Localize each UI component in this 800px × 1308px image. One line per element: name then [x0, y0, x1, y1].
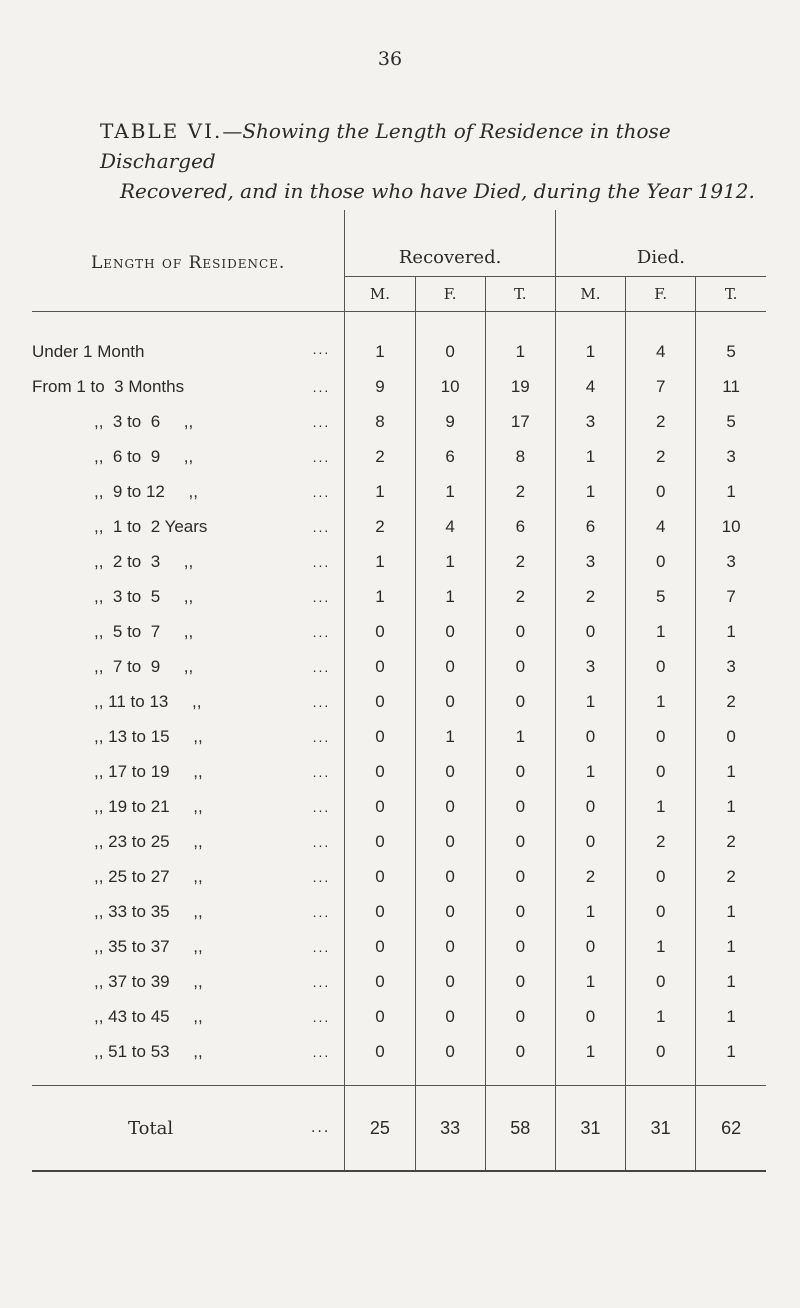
cell-died-females: 1 — [626, 789, 696, 824]
cell-recovered-males: 0 — [345, 859, 415, 894]
cell-died-males: 0 — [555, 789, 625, 824]
leader-dots: ... — [312, 1043, 331, 1060]
cell-died-total: 7 — [696, 579, 766, 614]
row-label: ,, 5 to 7 ,, — [94, 621, 194, 641]
cell-died-females: 1 — [626, 614, 696, 649]
cell-died-females: 2 — [626, 439, 696, 474]
cell-died-total: 1 — [696, 789, 766, 824]
caption-dash: — — [222, 119, 243, 143]
cell-recovered-total: 0 — [485, 684, 555, 719]
row-label: ,, 25 to 27 ,, — [94, 866, 203, 886]
cell-died-total: 1 — [696, 999, 766, 1034]
cell-recovered-males: 2 — [345, 439, 415, 474]
cell-recovered-males: 0 — [345, 894, 415, 929]
cell-died-females: 5 — [626, 579, 696, 614]
row-label-cell — [32, 509, 345, 544]
total-died-total: 62 — [696, 1086, 766, 1172]
leader-dots: ... — [312, 518, 331, 535]
cell-recovered-males: 0 — [345, 1034, 415, 1069]
row-label: ,, 6 to 9 ,, — [94, 446, 194, 466]
cell-died-females: 4 — [626, 328, 696, 369]
row-label-cell — [32, 684, 345, 719]
cell-recovered-females: 0 — [415, 789, 485, 824]
row-label: ,, 3 to 6 ,, — [94, 411, 194, 431]
cell-recovered-males: 0 — [345, 754, 415, 789]
table-row — [32, 999, 766, 1034]
table-row — [32, 474, 766, 509]
row-label-cell — [32, 579, 345, 614]
cell-died-females: 1 — [626, 929, 696, 964]
cell-died-females: 0 — [626, 894, 696, 929]
cell-recovered-total: 0 — [485, 789, 555, 824]
cell-died-males: 2 — [555, 859, 625, 894]
row-label: ,, 33 to 35 ,, — [94, 901, 203, 921]
header-recovered-total: T. — [485, 277, 555, 312]
cell-recovered-females: 1 — [415, 719, 485, 754]
row-label: ,, 7 to 9 ,, — [94, 656, 194, 676]
leader-dots: ... — [312, 868, 331, 885]
cell-recovered-females: 10 — [415, 369, 485, 404]
row-label: ,, 19 to 21 ,, — [94, 796, 203, 816]
header-recovered-males: M. — [345, 277, 415, 312]
cell-recovered-females: 1 — [415, 579, 485, 614]
row-label: ,, 43 to 45 ,, — [94, 1006, 203, 1026]
cell-recovered-males: 0 — [345, 684, 415, 719]
table-row — [32, 509, 766, 544]
total-row — [32, 1086, 766, 1172]
row-label: ,, 51 to 53 ,, — [94, 1041, 203, 1061]
leader-dots: ... — [312, 340, 331, 357]
cell-died-males: 1 — [555, 439, 625, 474]
table-row — [32, 1034, 766, 1069]
cell-died-total: 2 — [696, 824, 766, 859]
row-label: From 1 to 3 Months — [32, 376, 185, 396]
cell-recovered-total: 17 — [485, 404, 555, 439]
leader-dots: ... — [310, 1120, 331, 1136]
header-died-females: F. — [626, 277, 696, 312]
table-body — [32, 312, 766, 1086]
cell-recovered-total: 2 — [485, 544, 555, 579]
cell-recovered-females: 6 — [415, 439, 485, 474]
cell-died-males: 1 — [555, 964, 625, 999]
cell-recovered-females: 0 — [415, 929, 485, 964]
cell-died-females: 0 — [626, 1034, 696, 1069]
cell-recovered-males: 1 — [345, 328, 415, 369]
cell-recovered-females: 0 — [415, 859, 485, 894]
cell-recovered-females: 0 — [415, 1034, 485, 1069]
table-row — [32, 614, 766, 649]
table-label: TABLE VI. — [100, 119, 223, 143]
leader-dots: ... — [312, 798, 331, 815]
leader-dots: ... — [312, 973, 331, 990]
row-label-cell — [32, 719, 345, 754]
row-label: ,, 9 to 12 ,, — [94, 481, 198, 501]
cell-died-males: 1 — [555, 754, 625, 789]
cell-died-females: 0 — [626, 719, 696, 754]
cell-recovered-males: 8 — [345, 404, 415, 439]
cell-died-females: 0 — [626, 649, 696, 684]
row-label-cell — [32, 964, 345, 999]
cell-died-females: 1 — [626, 684, 696, 719]
cell-recovered-females: 1 — [415, 544, 485, 579]
row-label-cell — [32, 328, 345, 369]
cell-recovered-females: 0 — [415, 328, 485, 369]
leader-dots: ... — [312, 728, 331, 745]
total-recovered-males: 25 — [345, 1086, 415, 1172]
cell-died-males: 2 — [555, 579, 625, 614]
table-row — [32, 824, 766, 859]
cell-died-males: 4 — [555, 369, 625, 404]
row-label-cell — [32, 544, 345, 579]
cell-recovered-total: 0 — [485, 614, 555, 649]
header-died-total: T. — [696, 277, 766, 312]
cell-recovered-total: 2 — [485, 579, 555, 614]
row-label: ,, 11 to 13 ,, — [94, 691, 202, 711]
cell-recovered-total: 0 — [485, 649, 555, 684]
cell-died-males: 0 — [555, 824, 625, 859]
table-row — [32, 754, 766, 789]
caption-line-2: Recovered, and in those who have Died, during the Year 1912. — [120, 179, 755, 203]
cell-died-total: 3 — [696, 439, 766, 474]
cell-recovered-males: 1 — [345, 579, 415, 614]
cell-recovered-males: 0 — [345, 929, 415, 964]
cell-recovered-total: 19 — [485, 369, 555, 404]
cell-died-males: 0 — [555, 999, 625, 1034]
page-number: 36 — [377, 48, 403, 70]
row-label-cell — [32, 1034, 345, 1069]
table-row — [32, 579, 766, 614]
cell-recovered-males: 0 — [345, 999, 415, 1034]
total-label-cell — [32, 1086, 345, 1172]
table-row — [32, 369, 766, 404]
row-label: ,, 23 to 25 ,, — [94, 831, 203, 851]
table-row — [32, 929, 766, 964]
cell-recovered-females: 0 — [415, 999, 485, 1034]
cell-died-total: 11 — [696, 369, 766, 404]
leader-dots: ... — [312, 903, 331, 920]
row-label-cell — [32, 649, 345, 684]
cell-recovered-total: 2 — [485, 474, 555, 509]
row-label-cell — [32, 439, 345, 474]
cell-recovered-males: 0 — [345, 719, 415, 754]
cell-recovered-females: 1 — [415, 474, 485, 509]
leader-dots: ... — [312, 413, 331, 430]
row-label-cell — [32, 754, 345, 789]
header-recovered: Recovered. — [345, 210, 556, 277]
cell-died-females: 0 — [626, 544, 696, 579]
leader-dots: ... — [312, 1008, 331, 1025]
cell-died-total: 1 — [696, 474, 766, 509]
row-label: ,, 2 to 3 ,, — [94, 551, 194, 571]
row-label-cell — [32, 614, 345, 649]
table-row — [32, 964, 766, 999]
cell-recovered-total: 0 — [485, 1034, 555, 1069]
cell-died-total: 5 — [696, 404, 766, 439]
cell-died-total: 1 — [696, 964, 766, 999]
cell-died-females: 2 — [626, 824, 696, 859]
cell-died-males: 3 — [555, 649, 625, 684]
total-label: Total — [128, 1117, 174, 1139]
cell-recovered-males: 0 — [345, 789, 415, 824]
cell-recovered-females: 0 — [415, 894, 485, 929]
row-label-cell — [32, 824, 345, 859]
cell-died-total: 1 — [696, 754, 766, 789]
leader-dots: ... — [312, 483, 331, 500]
residence-table — [32, 210, 766, 1172]
cell-recovered-males: 0 — [345, 649, 415, 684]
cell-recovered-males: 0 — [345, 614, 415, 649]
cell-recovered-total: 0 — [485, 999, 555, 1034]
row-label: ,, 35 to 37 ,, — [94, 936, 203, 956]
cell-died-males: 3 — [555, 544, 625, 579]
leader-dots: ... — [312, 763, 331, 780]
cell-died-males: 1 — [555, 1034, 625, 1069]
total-recovered-total: 58 — [485, 1086, 555, 1172]
row-label-cell — [32, 999, 345, 1034]
table-row — [32, 328, 766, 369]
cell-recovered-total: 1 — [485, 719, 555, 754]
cell-recovered-females: 0 — [415, 649, 485, 684]
cell-died-males: 6 — [555, 509, 625, 544]
table-row — [32, 789, 766, 824]
row-label: ,, 1 to 2 Years — [94, 516, 208, 536]
cell-died-males: 1 — [555, 328, 625, 369]
cell-died-total: 1 — [696, 894, 766, 929]
cell-died-females: 7 — [626, 369, 696, 404]
cell-recovered-females: 0 — [415, 684, 485, 719]
cell-died-females: 0 — [626, 964, 696, 999]
row-label: ,, 3 to 5 ,, — [94, 586, 194, 606]
leader-dots: ... — [312, 553, 331, 570]
row-label-cell — [32, 894, 345, 929]
cell-recovered-males: 0 — [345, 964, 415, 999]
row-label-cell — [32, 859, 345, 894]
header-length-of-residence: Length of Residence. — [32, 210, 345, 312]
cell-died-total: 2 — [696, 684, 766, 719]
row-label: ,, 37 to 39 ,, — [94, 971, 203, 991]
cell-recovered-total: 0 — [485, 894, 555, 929]
cell-recovered-females: 9 — [415, 404, 485, 439]
cell-recovered-females: 0 — [415, 824, 485, 859]
cell-died-total: 1 — [696, 929, 766, 964]
total-died-females: 31 — [626, 1086, 696, 1172]
cell-died-total: 2 — [696, 859, 766, 894]
cell-recovered-total: 0 — [485, 929, 555, 964]
table-row — [32, 719, 766, 754]
caption-line-1: Showing the Length of Residence in those Discharged — [100, 119, 671, 173]
cell-recovered-females: 0 — [415, 754, 485, 789]
cell-recovered-total: 0 — [485, 964, 555, 999]
cell-died-males: 1 — [555, 474, 625, 509]
total-died-males: 31 — [555, 1086, 625, 1172]
leader-dots: ... — [312, 448, 331, 465]
cell-recovered-males: 2 — [345, 509, 415, 544]
cell-died-males: 0 — [555, 929, 625, 964]
table-row — [32, 894, 766, 929]
cell-died-females: 4 — [626, 509, 696, 544]
header-died-males: M. — [555, 277, 625, 312]
cell-died-total: 1 — [696, 614, 766, 649]
cell-died-males: 0 — [555, 719, 625, 754]
cell-recovered-females: 0 — [415, 614, 485, 649]
header-died: Died. — [555, 210, 766, 277]
cell-died-females: 0 — [626, 754, 696, 789]
cell-recovered-males: 0 — [345, 824, 415, 859]
table-row — [32, 439, 766, 474]
cell-died-females: 0 — [626, 474, 696, 509]
row-label: Under 1 Month — [32, 341, 145, 361]
row-label-cell — [32, 404, 345, 439]
cell-died-males: 3 — [555, 404, 625, 439]
total-recovered-females: 33 — [415, 1086, 485, 1172]
cell-died-total: 5 — [696, 328, 766, 369]
row-label: ,, 17 to 19 ,, — [94, 761, 203, 781]
table-row — [32, 404, 766, 439]
row-label-cell — [32, 789, 345, 824]
cell-died-total: 0 — [696, 719, 766, 754]
cell-died-males: 0 — [555, 614, 625, 649]
cell-recovered-females: 4 — [415, 509, 485, 544]
cell-recovered-total: 0 — [485, 824, 555, 859]
cell-recovered-total: 1 — [485, 328, 555, 369]
table-row — [32, 859, 766, 894]
row-label-cell — [32, 369, 345, 404]
cell-died-males: 1 — [555, 894, 625, 929]
cell-died-total: 3 — [696, 544, 766, 579]
cell-recovered-total: 0 — [485, 859, 555, 894]
leader-dots: ... — [312, 588, 331, 605]
cell-died-females: 0 — [626, 859, 696, 894]
cell-recovered-total: 6 — [485, 509, 555, 544]
leader-dots: ... — [312, 693, 331, 710]
table-caption — [100, 116, 780, 206]
table-row — [32, 544, 766, 579]
cell-recovered-males: 1 — [345, 474, 415, 509]
leader-dots: ... — [312, 833, 331, 850]
cell-recovered-males: 9 — [345, 369, 415, 404]
row-label: ,, 13 to 15 ,, — [94, 726, 203, 746]
leader-dots: ... — [312, 658, 331, 675]
cell-died-total: 10 — [696, 509, 766, 544]
header-recovered-females: F. — [415, 277, 485, 312]
cell-died-total: 3 — [696, 649, 766, 684]
row-label-cell — [32, 929, 345, 964]
cell-recovered-females: 0 — [415, 964, 485, 999]
cell-recovered-males: 1 — [345, 544, 415, 579]
row-label-cell — [32, 474, 345, 509]
cell-died-total: 1 — [696, 1034, 766, 1069]
cell-died-females: 2 — [626, 404, 696, 439]
cell-recovered-total: 0 — [485, 754, 555, 789]
leader-dots: ... — [312, 938, 331, 955]
cell-died-males: 1 — [555, 684, 625, 719]
table-row — [32, 684, 766, 719]
leader-dots: ... — [312, 378, 331, 395]
cell-died-females: 1 — [626, 999, 696, 1034]
leader-dots: ... — [312, 623, 331, 640]
cell-recovered-total: 8 — [485, 439, 555, 474]
table-row — [32, 649, 766, 684]
